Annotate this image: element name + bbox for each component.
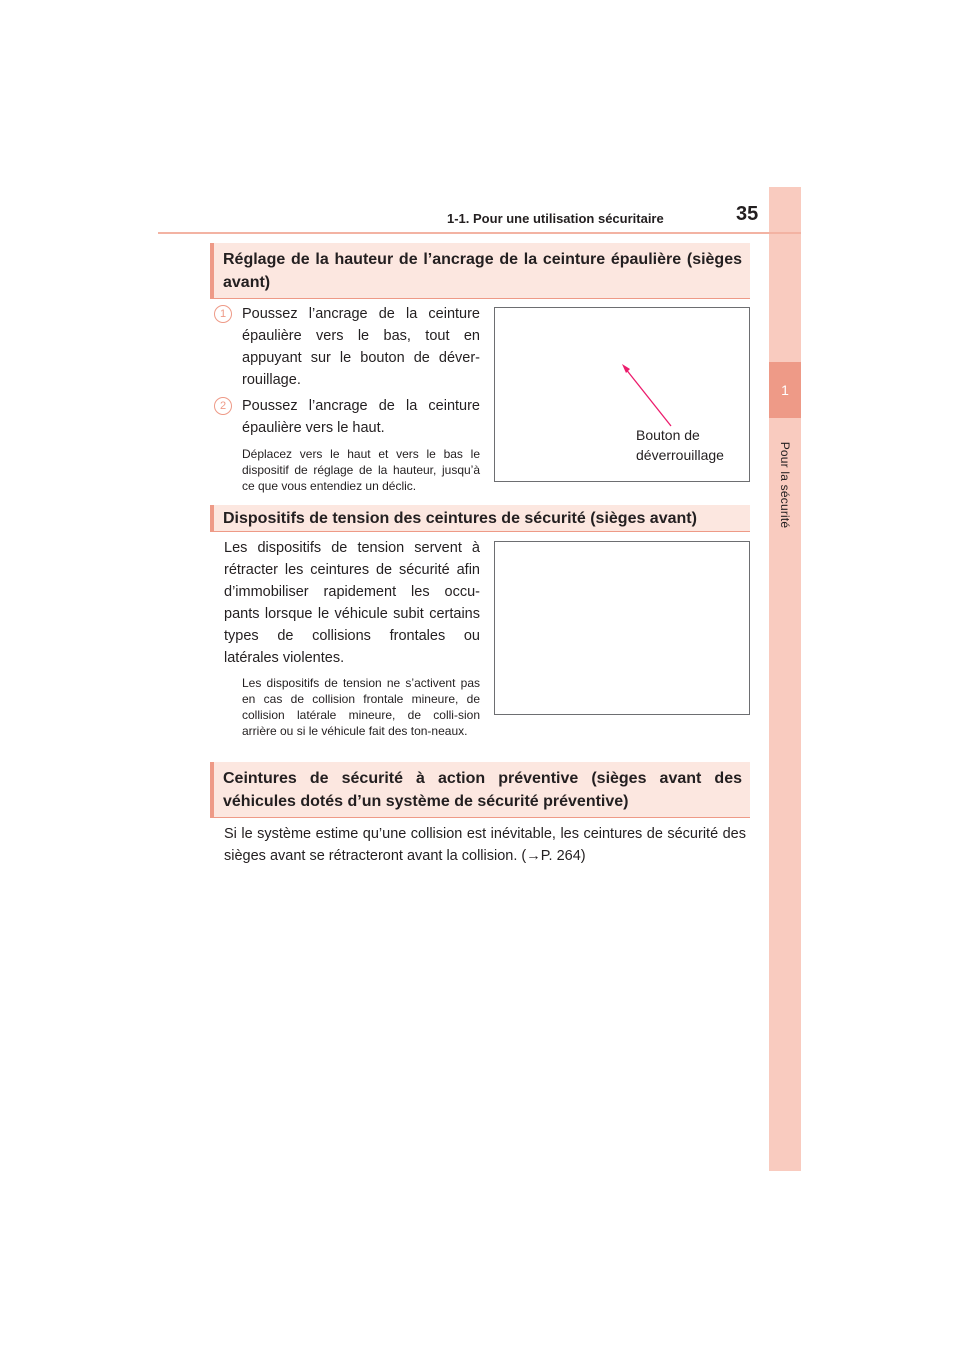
section-heading-text: Réglage de la hauteur de l’ancrage de la ceinture épaulière (sièges avant) [223, 250, 742, 291]
step-number-2-text: 2 [214, 397, 232, 415]
page-number: 35 [736, 203, 759, 225]
section-heading-text: Dispositifs de tension des ceintures de sécurité (sièges avant) [223, 509, 697, 527]
preventive-belts-body: Si le système estime qu’une collision est inévitable, les ceintures de sécurité des sièges avant se rétracteront avant la collision. (→P. 264) [224, 826, 746, 864]
step-1-text: Poussez l’ancrage de la ceinture épaulière vers le bas, tout en appuyant sur le bouton de déver-rouillage. [242, 306, 480, 388]
callout-line-2: déverrouillage [636, 447, 724, 463]
section-heading-shoulder-anchor [210, 243, 750, 299]
callout-line-1: Bouton de [636, 427, 700, 443]
section-heading-text: Ceintures de sécurité à action préventive (sièges avant des véhicules dotés d’un système de sécurité préventive) [223, 769, 742, 810]
step-2-text: Poussez l’ancrage de la ceinture épaulière vers le haut. [242, 398, 480, 436]
section-heading-pretensioners [210, 505, 750, 532]
figure-pretensioner [494, 541, 750, 715]
step-number-1 [214, 304, 232, 323]
step-number-2 [214, 396, 232, 415]
figure-shoulder-anchor [494, 307, 750, 482]
chapter-number: 1 [781, 382, 789, 398]
chapter-label: Pour la sécurité [778, 441, 792, 529]
step-number-1-text: 1 [214, 305, 232, 323]
pretensioner-body: Les dispositifs de tension servent à rétracter les ceintures de sécurité afin d’immobiliser rapidement les occu-pants lorsque le véhicule subit certains types de collisions frontales ou latérales violentes. [224, 540, 480, 666]
step-note: Déplacez vers le haut et vers le bas le dispositif de réglage de la hauteur, jusqu’à ce que vous entendiez un déclic. [242, 447, 480, 493]
side-tab-strip [769, 187, 801, 1171]
header-divider [158, 232, 801, 234]
header-section-title: 1-1. Pour une utilisation sécuritaire [447, 211, 664, 226]
pretensioner-note: Les dispositifs de tension ne s’activent pas en cas de collision frontale mineure, de collision latérale mineure, de colli-sion arrière ou si le véhicule fait des ton-neaux. [242, 676, 480, 738]
figure-callout-label [636, 425, 724, 465]
section-heading-preventive-belts [210, 762, 750, 818]
